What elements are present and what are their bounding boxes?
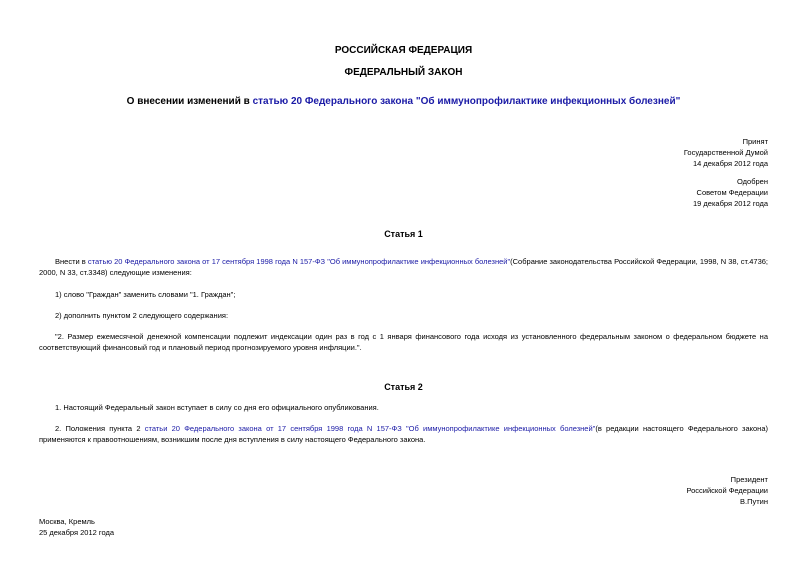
place-date-block xyxy=(39,516,114,538)
article1-intro-suffix: (Собрание законодательства Российской Федерации, 1998, N 38, ст.4736; 2000, N 33, ст.3348) следующие изменения: xyxy=(39,257,769,277)
law-title xyxy=(0,96,807,107)
law-title-link[interactable]: статью 20 Федерального закона "Об иммунопрофилактике инфекционных болезней" xyxy=(252,96,681,107)
article1-intro-prefix: Внести в xyxy=(55,257,88,266)
signature-block xyxy=(686,474,768,507)
date: 25 декабря 2012 года xyxy=(39,528,115,537)
article2-p1: 1. Настоящий Федеральный закон вступает в силу со дня его официального опубликования. xyxy=(55,403,379,412)
article2-p2-suffix: (в редакции настоящего Федерального закона) применяются к правоотношениям, возникшим после дня вступления в силу настоящего Федерального закона. xyxy=(39,424,768,444)
article1-intro xyxy=(39,256,768,278)
adopted-line2: Государственной Думой xyxy=(683,148,768,157)
law-type-heading: ФЕДЕРАЛЬНЫЙ ЗАКОН xyxy=(344,67,463,78)
law-title-prefix: О внесении изменений в xyxy=(126,96,253,107)
adopted-line1: Принят xyxy=(742,137,768,146)
article2-p2-prefix: 2. Положения пункта 2 xyxy=(55,424,145,433)
article1-item2: 2) дополнить пунктом 2 следующего содержания: xyxy=(55,311,229,320)
place: Москва, Кремль xyxy=(39,517,95,526)
approved-line2: Советом Федерации xyxy=(696,188,768,197)
adopted-line3: 14 декабря 2012 года xyxy=(692,159,768,168)
signature-title: Президент xyxy=(730,475,768,484)
approved-line3: 19 декабря 2012 года xyxy=(692,199,768,208)
article1-intro-link[interactable]: статью 20 Федерального закона от 17 сентября 1998 года N 157-ФЗ "Об иммунопрофилактике инфекционных болезней" xyxy=(87,257,511,266)
signature-name: В.Путин xyxy=(740,497,768,506)
approved-block xyxy=(693,176,768,209)
article1-item1: 1) слово "Граждан" заменить словами "1. Граждан"; xyxy=(55,290,236,299)
article2-p2 xyxy=(39,423,768,445)
article2-heading: Статья 2 xyxy=(384,382,423,392)
approved-line1: Одобрен xyxy=(737,177,768,186)
article1-heading: Статья 1 xyxy=(384,229,423,239)
adopted-block xyxy=(684,136,768,169)
article2-p2-link[interactable]: статьи 20 Федерального закона от 17 сентября 1998 года N 157-ФЗ "Об иммунопрофилактике инфекционных болезней" xyxy=(144,424,596,433)
signature-country: Российской Федерации xyxy=(686,486,768,495)
country-heading: РОССИЙСКАЯ ФЕДЕРАЦИЯ xyxy=(334,45,473,56)
article1-item3: "2. Размер ежемесячной денежной компенсации подлежит индексации один раз в год с 1 января финансового года исходя из установленного федеральным законом о федеральном бюджете на соответствующий финансовый год и плановый период прогнозируемого уровня инфляции.". xyxy=(39,332,768,352)
